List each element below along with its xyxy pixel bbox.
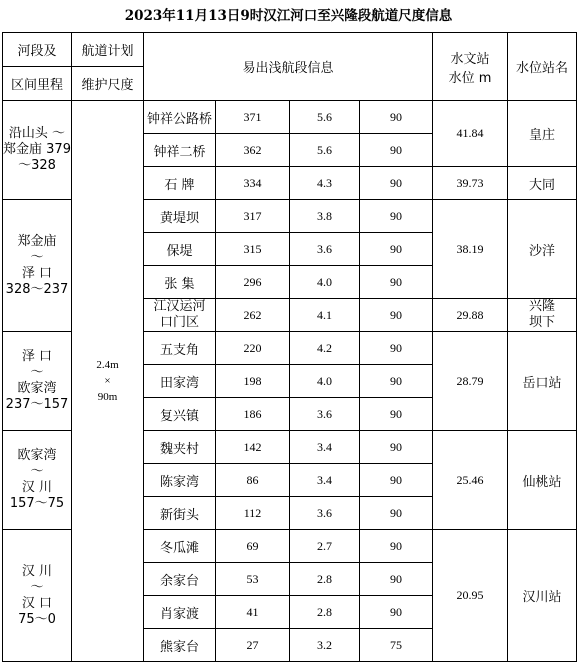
shoal-depth: 2.7 — [290, 530, 360, 563]
segment-range-line: ～328 — [18, 158, 56, 173]
segment-range-line: 75～0 — [18, 611, 56, 627]
shoal-name: 熊家台 — [144, 629, 216, 662]
shoal-width: 90 — [360, 299, 433, 332]
water-level: 25.46 — [433, 431, 508, 530]
shoal-depth: 3.6 — [290, 233, 360, 266]
shoal-width: 90 — [360, 332, 433, 365]
segment-range-line: 汉 川 — [21, 563, 53, 579]
shoal-depth: 4.2 — [290, 332, 360, 365]
shoal-mileage: 53 — [216, 563, 290, 596]
shoal-depth: 4.0 — [290, 266, 360, 299]
station-name: 沙洋 — [508, 200, 577, 299]
segment-range-line: 欧家湾 — [17, 381, 57, 396]
maintenance-scale — [72, 101, 144, 662]
shoal-width: 90 — [360, 398, 433, 431]
segment-range-line: 328～237 — [5, 281, 69, 297]
station-name: 汉川站 — [508, 530, 577, 662]
shoal-mileage: 27 — [216, 629, 290, 662]
shoal-width: 90 — [360, 596, 433, 629]
station-name: 大同 — [508, 167, 577, 200]
shoal-width: 90 — [360, 497, 433, 530]
shoal-mileage: 86 — [216, 464, 290, 497]
segment-range-line: 汉 川 — [21, 480, 53, 495]
shoal-depth: 3.8 — [290, 200, 360, 233]
shoal-mileage: 220 — [216, 332, 290, 365]
table-row — [3, 101, 577, 134]
shoal-name: 冬瓜滩 — [144, 530, 216, 563]
segment-range-line: ～ — [30, 579, 44, 595]
station-name: 岳口站 — [508, 332, 577, 431]
shoal-name: 张 集 — [144, 266, 216, 299]
header-hydro-level-line: 水位 m — [448, 70, 492, 86]
shoal-name: 田家湾 — [144, 365, 216, 398]
shoal-width: 90 — [360, 134, 433, 167]
header-plan: 航道计划 — [72, 33, 144, 67]
shoal-name: 余家台 — [144, 563, 216, 596]
header-shoal-info: 易出浅航段信息 — [144, 33, 433, 101]
shoal-depth: 4.1 — [290, 299, 360, 332]
shoal-width: 90 — [360, 563, 433, 596]
segment-range — [3, 530, 72, 662]
header-mileage: 区间里程 — [3, 67, 72, 101]
segment-range-line: 郑金庙 379 — [3, 142, 71, 157]
shoal-width: 90 — [360, 266, 433, 299]
header-station-name: 水位站名 — [508, 33, 577, 101]
segment-range — [3, 200, 72, 332]
shoal-depth: 3.4 — [290, 464, 360, 497]
shoal-depth: 5.6 — [290, 134, 360, 167]
shoal-mileage: 262 — [216, 299, 290, 332]
shoal-mileage: 371 — [216, 101, 290, 134]
shoal-width: 90 — [360, 464, 433, 497]
shoal-name: 新街头 — [144, 497, 216, 530]
segment-range-line: 157～75 — [9, 496, 65, 511]
shoal-mileage: 296 — [216, 266, 290, 299]
shoal-mileage: 362 — [216, 134, 290, 167]
header-hydro-level — [433, 33, 508, 101]
shoal-name-line: 口门区 — [159, 315, 199, 330]
station-name: 仙桃站 — [508, 431, 577, 530]
shoal-depth: 4.3 — [290, 167, 360, 200]
water-level: 41.84 — [433, 101, 508, 167]
water-level: 39.73 — [433, 167, 508, 200]
segment-range-line: 欧家湾 — [17, 448, 57, 463]
shoal-depth: 3.6 — [290, 497, 360, 530]
station-name: 皇庄 — [508, 101, 577, 167]
shoal-name: 肖家渡 — [144, 596, 216, 629]
maintenance-scale-line: × — [104, 375, 111, 387]
shoal-depth: 5.6 — [290, 101, 360, 134]
shoal-mileage: 142 — [216, 431, 290, 464]
segment-range-line: 汉 口 — [21, 595, 53, 611]
segment-range-line: 237～157 — [5, 397, 69, 412]
shoal-width: 90 — [360, 530, 433, 563]
water-level: 29.88 — [433, 299, 508, 332]
shoal-depth: 3.4 — [290, 431, 360, 464]
maintenance-scale-line: 2.4m — [96, 359, 119, 371]
shoal-mileage: 198 — [216, 365, 290, 398]
shoal-mileage: 69 — [216, 530, 290, 563]
shoal-name: 五支角 — [144, 332, 216, 365]
station-name-line: 兴隆 — [529, 299, 556, 314]
shoal-width: 90 — [360, 431, 433, 464]
shoal-width: 90 — [360, 101, 433, 134]
header-hydro-level-line: 水文站 — [450, 51, 490, 67]
shoal-mileage: 186 — [216, 398, 290, 431]
header-segment: 河段及 — [3, 33, 72, 67]
shoal-width: 75 — [360, 629, 433, 662]
shoal-name: 钟祥公路桥 — [144, 101, 216, 134]
shoal-width: 90 — [360, 200, 433, 233]
segment-range-line: 泽 口 — [21, 349, 53, 364]
shoal-width: 90 — [360, 233, 433, 266]
shoal-mileage: 112 — [216, 497, 290, 530]
shoal-name: 石 牌 — [144, 167, 216, 200]
shoal-name: 保堤 — [144, 233, 216, 266]
segment-range-line: ～ — [30, 464, 44, 479]
segment-range-line: ～ — [30, 365, 44, 380]
segment-range-line: 沿山头 ～ — [8, 126, 66, 141]
water-level: 28.79 — [433, 332, 508, 431]
shoal-depth: 4.0 — [290, 365, 360, 398]
shoal-name: 复兴镇 — [144, 398, 216, 431]
shoal-depth: 2.8 — [290, 563, 360, 596]
channel-scale-table — [2, 32, 577, 662]
segment-range-line: ～ — [30, 249, 44, 265]
segment-range-line: 郑金庙 — [17, 233, 57, 249]
shoal-depth: 3.6 — [290, 398, 360, 431]
water-level: 20.95 — [433, 530, 508, 662]
segment-range — [3, 332, 72, 431]
shoal-width: 90 — [360, 167, 433, 200]
shoal-width: 90 — [360, 365, 433, 398]
segment-range — [3, 101, 72, 200]
shoal-name-line: 江汉运河 — [153, 299, 206, 314]
shoal-name: 黄堤坝 — [144, 200, 216, 233]
shoal-name: 陈家湾 — [144, 464, 216, 497]
page-title: 2023年11月13日9时汉江河口至兴隆段航道尺度信息 — [124, 8, 453, 24]
shoal-name: 钟祥二桥 — [144, 134, 216, 167]
water-level: 38.19 — [433, 200, 508, 299]
shoal-mileage: 317 — [216, 200, 290, 233]
station-name-line: 坝下 — [529, 315, 556, 330]
header-maintenance: 维护尺度 — [72, 67, 144, 101]
shoal-name — [144, 299, 216, 332]
station-name — [508, 299, 577, 332]
shoal-mileage: 41 — [216, 596, 290, 629]
shoal-mileage: 315 — [216, 233, 290, 266]
segment-range — [3, 431, 72, 530]
segment-range-line: 泽 口 — [21, 265, 53, 281]
shoal-mileage: 334 — [216, 167, 290, 200]
maintenance-scale-line: 90m — [97, 391, 118, 403]
shoal-depth: 3.2 — [290, 629, 360, 662]
shoal-name: 魏夹村 — [144, 431, 216, 464]
shoal-depth: 2.8 — [290, 596, 360, 629]
